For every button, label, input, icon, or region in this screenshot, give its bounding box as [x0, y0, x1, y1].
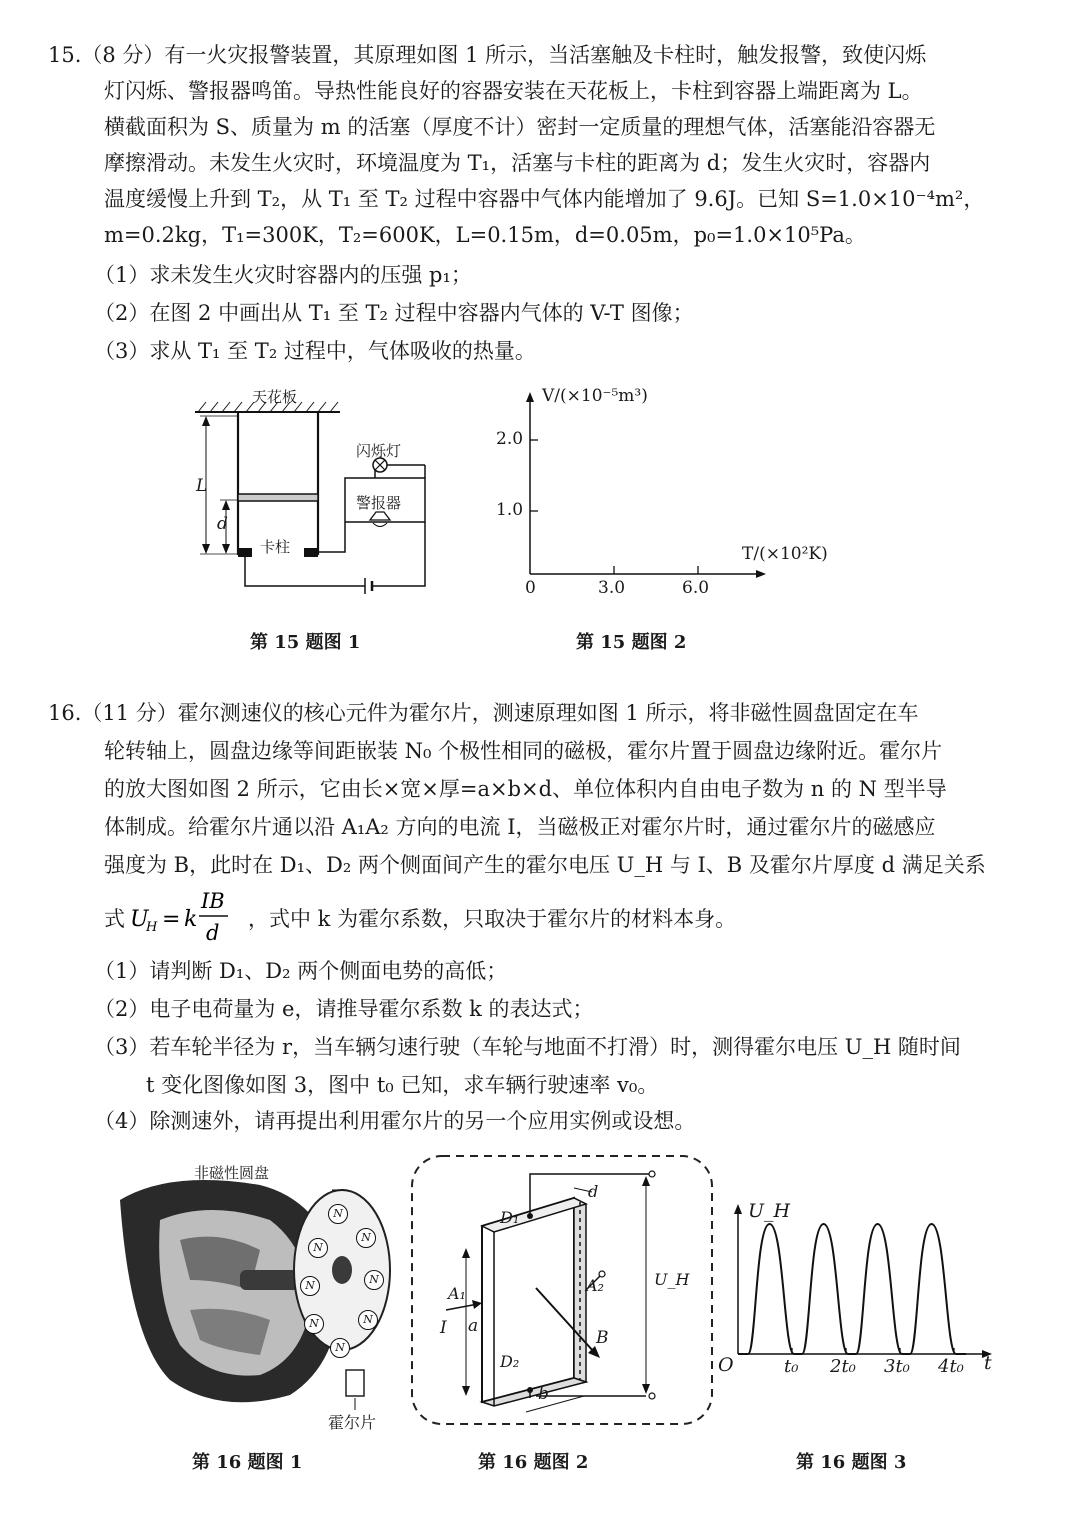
label-A2: A₂ — [586, 1276, 604, 1295]
q16-fig1-caption: 第 16 题图 1 — [192, 1452, 303, 1473]
vt-xtick-label-3: 3.0 — [598, 578, 626, 598]
label-L: L — [196, 476, 208, 496]
stopper-left — [238, 548, 252, 557]
q16-figure-2 — [406, 1152, 722, 1432]
pole-n-6: N — [304, 1314, 324, 1334]
svg-text:d: d — [206, 921, 220, 945]
svg-text:IB: IB — [201, 889, 225, 913]
q15-question-3: （3）求从 T₁ 至 T₂ 过程中，气体吸收的热量。 — [94, 339, 536, 363]
uh-ylabel: U_H — [748, 1200, 791, 1222]
label-hall-plate: 霍尔片 — [328, 1413, 377, 1432]
pole-n-2: N — [308, 1238, 328, 1258]
q16-figure-1 — [110, 1160, 410, 1420]
pole-n-3: N — [356, 1228, 376, 1248]
label-nonmagnetic-disk: 非磁性圆盘 — [194, 1164, 270, 1182]
alarm-icon — [370, 512, 390, 520]
q16-line-3: 的放大图如图 2 所示，它由长×宽×厚=a×b×d、单位体积内自由电子数为 n 的 N 型半导 — [104, 777, 947, 801]
hall-formula-svg — [128, 884, 248, 948]
q16-question-4: （4）除测速外，请再提出利用霍尔片的另一个应用实例或设想。 — [94, 1109, 696, 1133]
label-UH: U_H — [654, 1270, 690, 1289]
svg-text:k: k — [184, 907, 198, 932]
uh-xtick-t0: t₀ — [784, 1356, 799, 1377]
q15-fig1-caption: 第 15 题图 1 — [250, 632, 361, 653]
q16-fig3-caption: 第 16 题图 3 — [796, 1452, 907, 1473]
pole-n-1: N — [328, 1204, 348, 1224]
q16-question-1: （1）请判断 D₁、D₂ 两个侧面电势的高低； — [94, 959, 508, 983]
q16-line-1: 16.（11 分）霍尔测速仪的核心元件为霍尔片，测速原理如图 1 所示，将非磁性圆盘固定在车 — [48, 701, 919, 725]
fire-alarm-diagram — [180, 380, 460, 610]
label-A1: A₁ — [448, 1284, 466, 1303]
svg-text:H: H — [146, 920, 158, 935]
label-B: B — [596, 1328, 609, 1348]
uh-origin: O — [718, 1354, 734, 1376]
label-alarm: 警报器 — [356, 494, 402, 512]
label-b: b — [538, 1384, 549, 1404]
q15-figure-1 — [180, 380, 460, 610]
q15-figure-2 — [490, 384, 850, 614]
q15-line-3: 横截面积为 S、质量为 m 的活塞（厚度不计）密封一定质量的理想气体，活塞能沿容器无 — [104, 115, 936, 139]
q15-fig2-caption: 第 15 题图 2 — [576, 632, 687, 653]
wheel-diagram — [110, 1160, 410, 1420]
uh-t-graph — [716, 1204, 1016, 1394]
uh-waveform — [738, 1224, 966, 1354]
q15-question-1: （1）求未发生火灾时容器内的压强 p₁； — [94, 263, 472, 287]
uh-xtick-3t0: 3t₀ — [884, 1356, 910, 1377]
q16-question-2: （2）电子电荷量为 e，请推导霍尔系数 k 的表达式； — [94, 997, 594, 1021]
pole-n-8: N — [330, 1338, 350, 1358]
vt-ylabel: V/(×10⁻⁵m³) — [542, 386, 648, 406]
vt-ytick-label-2: 2.0 — [496, 429, 524, 449]
uh-xtick-4t0: 4t₀ — [938, 1356, 964, 1377]
label-a: a — [468, 1316, 479, 1336]
piston — [238, 494, 318, 501]
q16-figure-3 — [716, 1200, 1016, 1394]
svg-text:U: U — [130, 907, 149, 932]
q16-question-3: （3）若车轮半径为 r，当车辆匀速行驶（车轮与地面不打滑）时，测得霍尔电压 U_H 随时间 — [94, 1035, 961, 1059]
vt-ytick-label-1: 1.0 — [496, 500, 524, 520]
q15-question-2: （2）在图 2 中画出从 T₁ 至 T₂ 过程中容器内气体的 V-T 图像； — [94, 301, 694, 325]
q16-line-2: 轮转轴上，圆盘边缘等间距嵌装 N₀ 个极性相同的磁极，霍尔片置于圆盘边缘附近。霍尔片 — [104, 739, 943, 763]
uh-xlabel: t — [984, 1352, 992, 1374]
q15-line-1: 15.（8 分）有一火灾报警装置，其原理如图 1 所示，当活塞触及卡柱时，触发报警，致使闪烁 — [48, 43, 927, 67]
label-thickness-d: d — [588, 1182, 599, 1201]
q16-line-4: 体制成。给霍尔片通以沿 A₁A₂ 方向的电流 I，当磁极正对霍尔片时，通过霍尔片的磁感应 — [104, 815, 936, 839]
pole-n-7: N — [358, 1310, 378, 1330]
q16-formula-suffix: ，式中 k 为霍尔系数，只取决于霍尔片的材料本身。 — [248, 907, 737, 931]
q15-line-5: 温度缓慢上升到 T₂，从 T₁ 至 T₂ 过程中容器中气体内能增加了 9.6J。已知 S=1.0×10⁻⁴m²， — [104, 187, 985, 211]
q16-question-3-cont: t 变化图像如图 3，图中 t₀ 已知，求车辆行驶速率 v₀。 — [146, 1073, 659, 1097]
pole-n-4: N — [300, 1276, 320, 1296]
q16-formula-prefix: 式 — [104, 907, 125, 931]
q15-line-4: 摩擦滑动。未发生火灾时，环境温度为 T₁，活塞与卡柱的距离为 d；发生火灾时，容器内 — [104, 151, 931, 175]
q16-fig2-caption: 第 16 题图 2 — [478, 1452, 589, 1473]
label-D1: D₁ — [500, 1208, 520, 1227]
label-D2: D₂ — [500, 1352, 520, 1371]
q16-line-5: 强度为 B，此时在 D₁、D₂ 两个侧面间产生的霍尔电压 U_H 与 I、B 及霍尔片厚度 d 满足关系 — [104, 853, 986, 877]
vt-axes — [490, 384, 850, 614]
vt-origin: 0 — [525, 578, 536, 598]
svg-text:=: = — [162, 907, 181, 932]
label-flash-lamp: 闪烁灯 — [356, 442, 402, 460]
label-d: d — [217, 514, 228, 534]
label-ceiling: 天花板 — [252, 388, 298, 406]
q15-line-2: 灯闪烁、警报器鸣笛。导热性能良好的容器安装在天花板上，卡柱到容器上端距离为 L。 — [104, 79, 923, 103]
q15-line-6: m=0.2kg，T₁=300K，T₂=600K，L=0.15m，d=0.05m，p₀=1.0×10⁵Pa。 — [104, 223, 866, 247]
label-stopper: 卡柱 — [260, 538, 291, 556]
label-current-I: I — [440, 1318, 447, 1338]
vt-xtick-label-6: 6.0 — [682, 578, 710, 598]
hall-plate — [346, 1370, 364, 1396]
pole-n-5: N — [364, 1270, 384, 1290]
uh-xtick-2t0: 2t₀ — [830, 1356, 856, 1377]
hall-formula — [128, 884, 248, 948]
vt-xlabel: T/(×10²K) — [742, 544, 828, 564]
